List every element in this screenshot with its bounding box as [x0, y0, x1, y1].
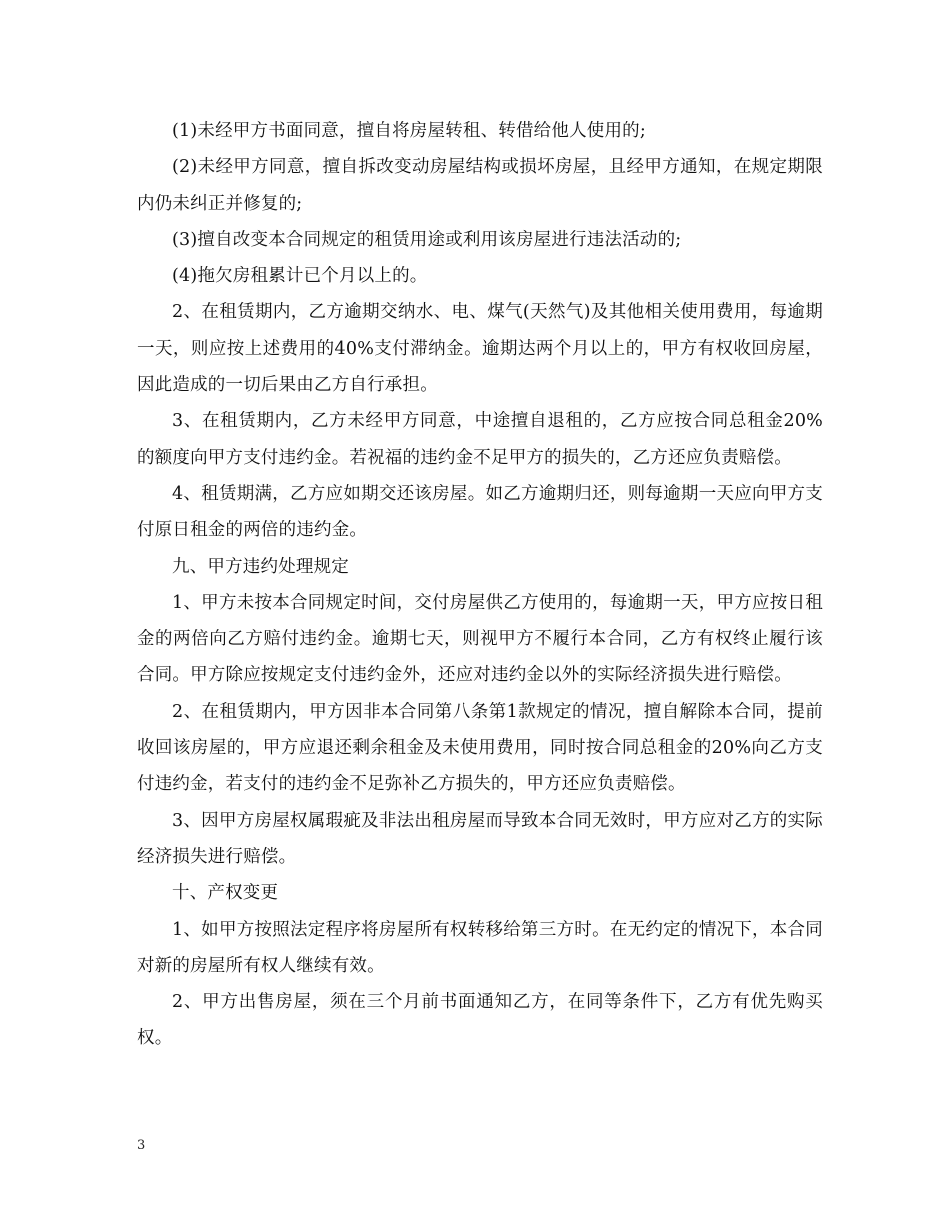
section-nine-clause-3: 3、因甲方房屋权属瑕疵及非法出租房屋而导致本合同无效时，甲方应对乙方的实际经济损失进行赔偿。 [137, 810, 823, 867]
section-ten-clause-1: 1、如甲方按照法定程序将房屋所有权转移给第三方时。在无约定的情况下，本合同对新的房屋所有权人继续有效。 [137, 919, 823, 976]
page-number: 3 [137, 1138, 146, 1153]
section-heading-nine: 九、甲方违约处理规定 [172, 556, 349, 577]
clause-3-early-termination: 3、在租赁期内，乙方未经甲方同意，中途擅自退租的，乙方应按合同总租金20%的额度向甲方支付违约金。若祝福的违约金不足甲方的损失的，乙方还应负责赔偿。 [137, 411, 823, 468]
section-nine-clause-1: 1、甲方未按本合同规定时间，交付房屋供乙方使用的，每逾期一天，甲方应按日租金的两倍向乙方赔付违约金。逾期七天，则视甲方不履行本合同，乙方有权终止履行该合同。甲方除应按规定支付违约金外，还应对违约金以外的实际经济损失进行赔偿。 [137, 592, 823, 686]
document-body [137, 113, 823, 1057]
clause-4-return-on-expiry: 4、租赁期满，乙方应如期交还该房屋。如乙方逾期归还，则每逾期一天应向甲方支付原日租金的两倍的违约金。 [137, 483, 823, 541]
clause-1-2: (2)未经甲方同意，擅自拆改变动房屋结构或损坏房屋，且经甲方通知，在规定期限内仍未纠正并修复的; [137, 157, 823, 214]
section-heading-ten: 十、产权变更 [172, 883, 279, 904]
section-nine-clause-2: 2、在租赁期内，甲方因非本合同第八条第1款规定的情况，擅自解除本合同，提前收回该房屋的，甲方应退还剩余租金及未使用费用，同时按合同总租金的20%向乙方支付违约金，若支付的违约金不足弥补乙方损失的，甲方还应负责赔偿。 [137, 701, 823, 795]
clause-2-late-utility-fees: 2、在租赁期内，乙方逾期交纳水、电、煤气(天然气)及其他相关使用费用，每逾期一天，则应按上述费用的40%支付滞纳金。逾期达两个月以上的，甲方有权收回房屋，因此造成的一切后果由乙方自行承担。 [137, 302, 823, 396]
clause-1-4: (4)拖欠房租累计已个月以上的。 [172, 266, 428, 287]
section-ten-clause-2: 2、甲方出售房屋，须在三个月前书面通知乙方，在同等条件下，乙方有优先购买权。 [137, 992, 823, 1049]
clause-1-1: (1)未经甲方书面同意，擅自将房屋转租、转借给他人使用的; [172, 121, 646, 141]
clause-1-3: (3)擅自改变本合同规定的租赁用途或利用该房屋进行违法活动的; [172, 229, 682, 250]
